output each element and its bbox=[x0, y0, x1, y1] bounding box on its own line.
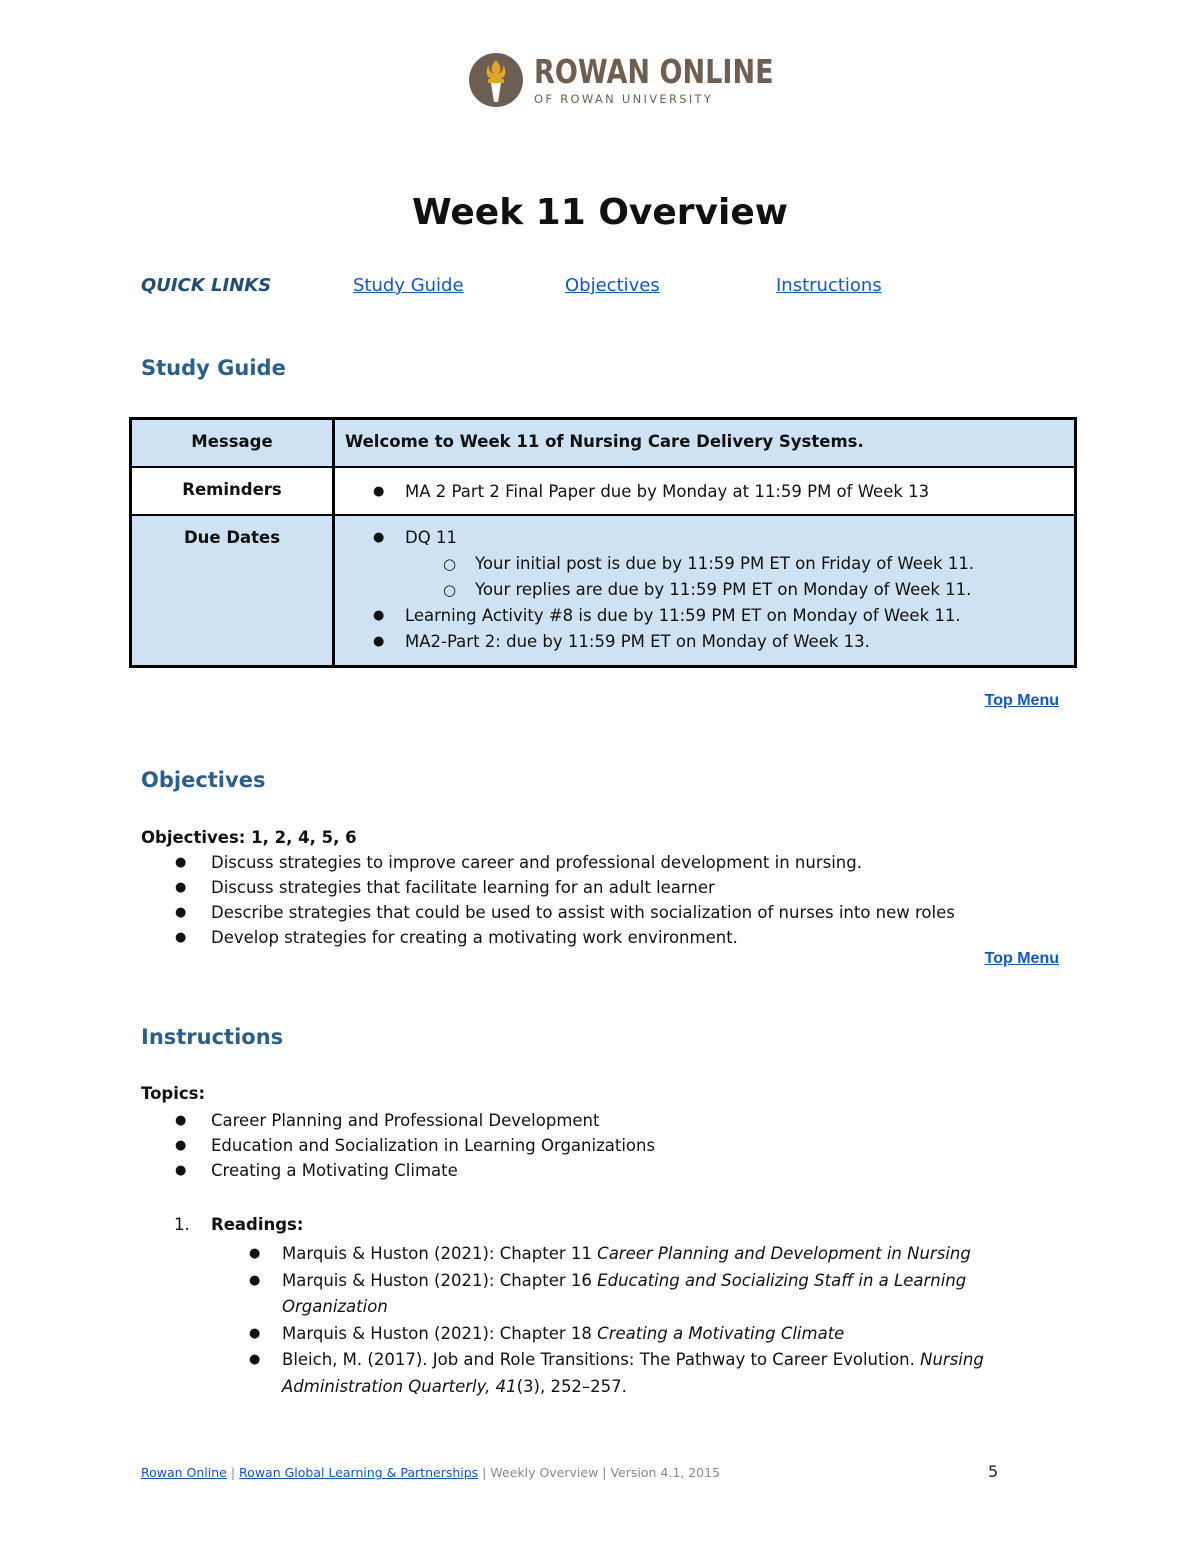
topics-list bbox=[141, 1108, 655, 1183]
list-item: ● Marquis & Huston (2021): Chapter 18 Creating a Motivating Climate bbox=[141, 1321, 1041, 1348]
list-item: ● Discuss strategies that facilitate learning for an adult learner bbox=[141, 875, 955, 900]
top-menu-link[interactable]: Top Menu bbox=[984, 692, 1059, 709]
page-number: 5 bbox=[988, 1462, 999, 1481]
study-guide-heading: Study Guide bbox=[141, 356, 286, 380]
list-item: ● Describe strategies that could be used to assist with socialization of nurses into new roles bbox=[141, 900, 955, 925]
table-row bbox=[131, 467, 1076, 515]
list-item: ○ Your replies are due by 11:59 PM ET on Monday of Week 11. bbox=[335, 577, 1074, 603]
list-item: ● MA2-Part 2: due by 11:59 PM ET on Monday of Week 13. bbox=[335, 629, 1074, 655]
footer-link-rowan-online[interactable]: Rowan Online bbox=[141, 1465, 227, 1480]
readings-label: Readings: bbox=[211, 1215, 304, 1234]
list-item: ● Education and Socialization in Learning Organizations bbox=[141, 1133, 655, 1158]
footer: Rowan Online | Rowan Global Learning & Partnerships | Weekly Overview | Version 4.1, 2015 bbox=[141, 1465, 721, 1480]
quick-link-study-guide[interactable]: Study Guide bbox=[353, 275, 464, 296]
list-item: ● MA 2 Part 2 Final Paper due by Monday at 11:59 PM of Week 13 bbox=[335, 479, 1074, 505]
quick-link-instructions[interactable]: Instructions bbox=[776, 275, 882, 296]
table-row bbox=[131, 419, 1076, 467]
quick-links-label: QUICK LINKS bbox=[141, 275, 272, 296]
list-item: ● Creating a Motivating Climate bbox=[141, 1158, 655, 1183]
reminders-label: Reminders bbox=[131, 467, 334, 515]
list-item: ● DQ 11 bbox=[335, 525, 1074, 551]
list-item: ● Bleich, M. (2017). Job and Role Transitions: The Pathway to Career Evolution. Nursing Administration Quarterly, 41(3), 252–257. bbox=[141, 1347, 1041, 1400]
logo-sub: OF ROWAN UNIVERSITY bbox=[534, 91, 714, 106]
list-item: ● Marquis & Huston (2021): Chapter 11 Career Planning and Development in Nursing bbox=[141, 1241, 1041, 1268]
logo-name: ROWAN ONLINE bbox=[534, 51, 774, 91]
readings-list bbox=[141, 1241, 1041, 1400]
torch-icon bbox=[468, 52, 524, 108]
message-text: Welcome to Week 11 of Nursing Care Delivery Systems. bbox=[334, 419, 1076, 467]
study-guide-table bbox=[129, 417, 1077, 668]
page-title: Week 11 Overview bbox=[411, 192, 789, 233]
quick-link-objectives[interactable]: Objectives bbox=[565, 275, 660, 296]
top-menu-link[interactable]: Top Menu bbox=[984, 950, 1059, 967]
list-item: ● Develop strategies for creating a motivating work environment. bbox=[141, 925, 955, 950]
message-label: Message bbox=[131, 419, 334, 467]
list-item: ● Learning Activity #8 is due by 11:59 PM ET on Monday of Week 11. bbox=[335, 603, 1074, 629]
topics-label: Topics: bbox=[141, 1084, 206, 1103]
list-item: ● Marquis & Huston (2021): Chapter 16 Educating and Socializing Staff in a Learning Organization bbox=[141, 1268, 1041, 1321]
table-row bbox=[131, 515, 1076, 667]
objectives-heading: Objectives bbox=[141, 768, 266, 792]
objectives-list bbox=[141, 850, 955, 950]
list-item: ● Discuss strategies to improve career and professional development in nursing. bbox=[141, 850, 955, 875]
objectives-label: Objectives: 1, 2, 4, 5, 6 bbox=[141, 828, 357, 847]
due-dates-label: Due Dates bbox=[131, 515, 334, 667]
footer-text: | Weekly Overview | Version 4.1, 2015 bbox=[478, 1465, 721, 1480]
list-item: ○ Your initial post is due by 11:59 PM ET on Friday of Week 11. bbox=[335, 551, 1074, 577]
list-item: ● Career Planning and Professional Development bbox=[141, 1108, 655, 1133]
instructions-heading: Instructions bbox=[141, 1025, 284, 1049]
footer-link-global-learning[interactable]: Rowan Global Learning & Partnerships bbox=[239, 1465, 479, 1480]
rowan-online-logo bbox=[468, 50, 826, 110]
readings-number: 1. bbox=[174, 1215, 190, 1234]
